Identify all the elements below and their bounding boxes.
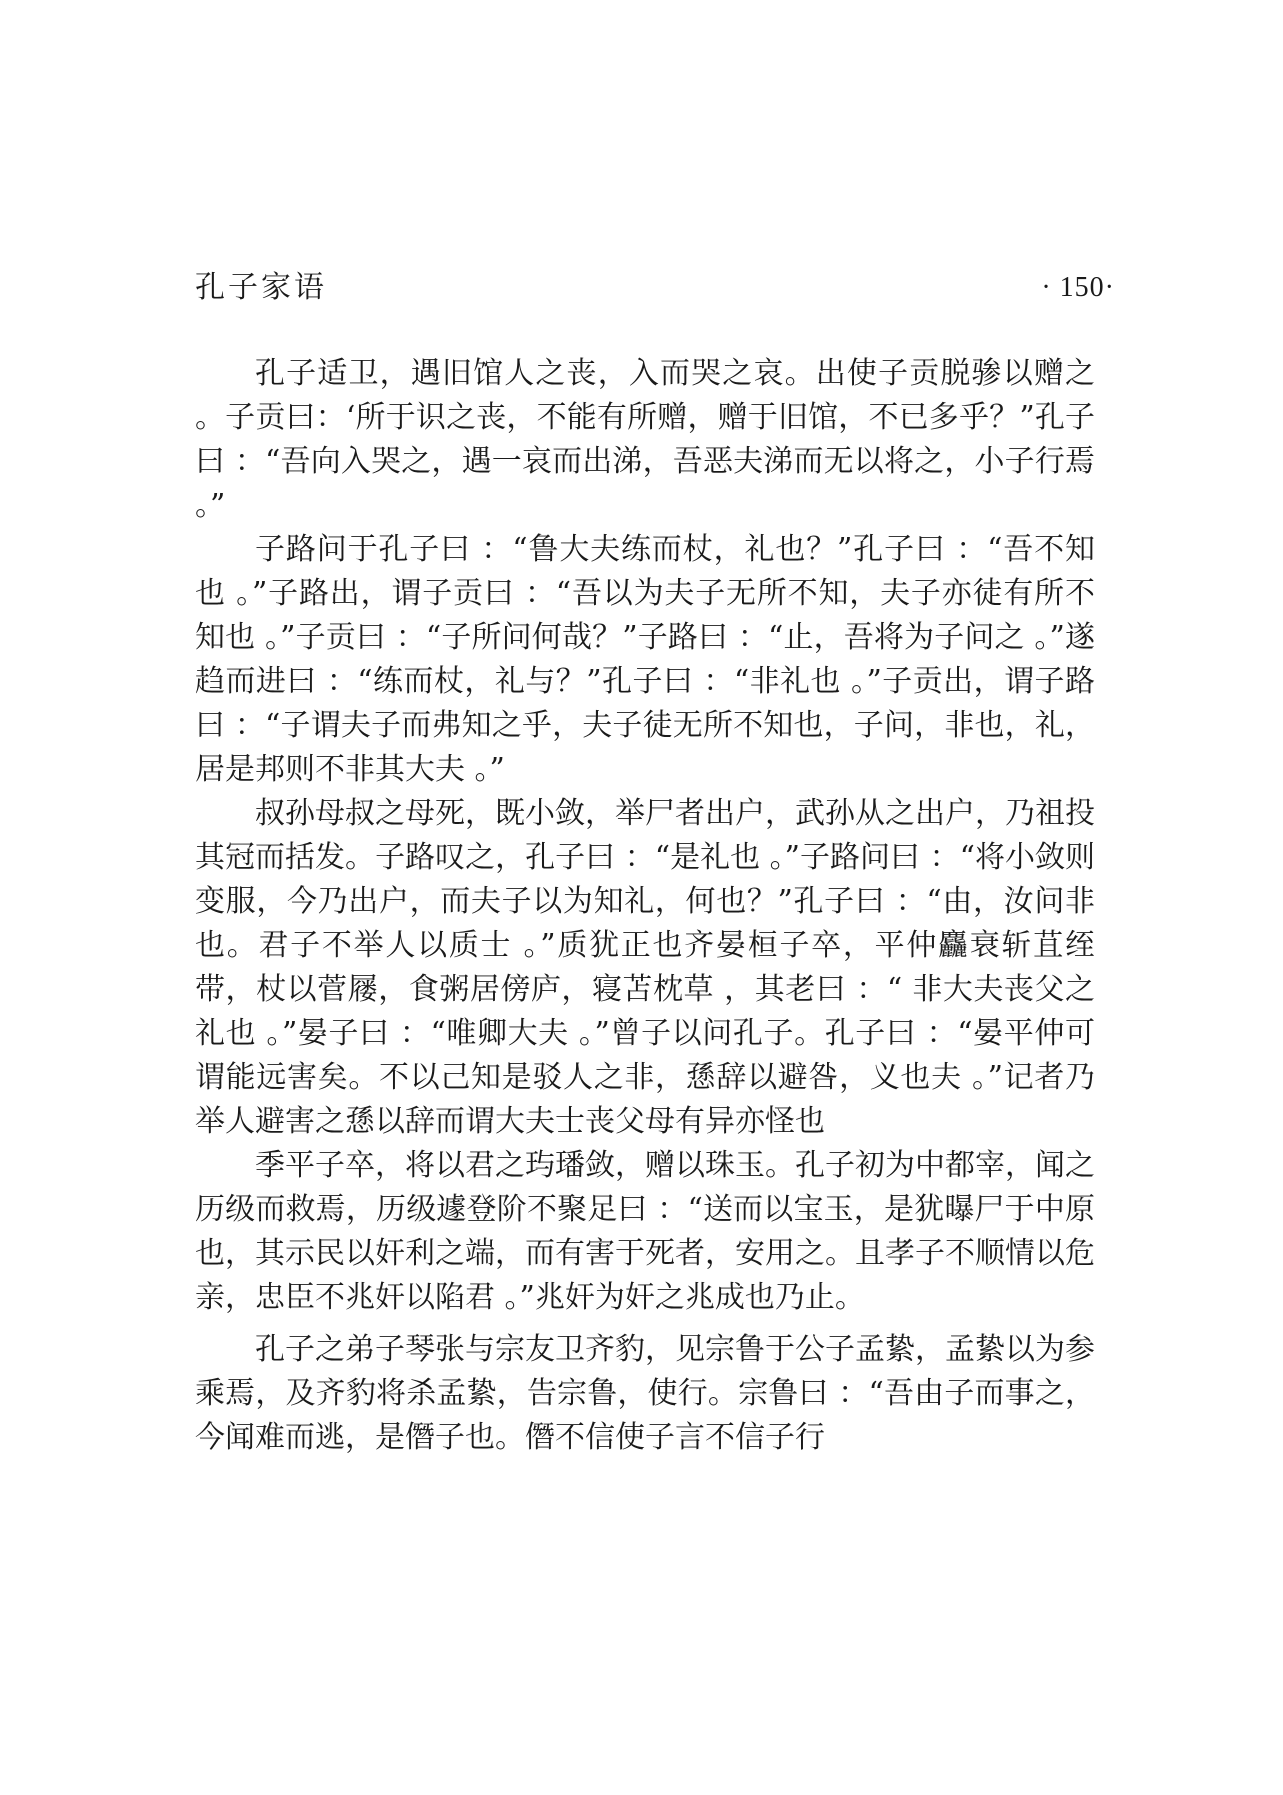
paragraph: 孔子适卫，遇旧馆人之丧，入而哭之哀。出使子贡脱骖以赠之 。子贡曰：‘所于识之丧，不能有所赠，赠于旧馆，不已多乎？”孔子曰 ：“吾向入哭之，遇一哀而出涕，吾恶夫涕而无以将之，小子行焉 。” [195,356,1095,523]
paragraph: 季平子卒，将以君之玙璠敛，赠以珠玉。孔子初为中都宰，闻之历级而救焉，历级遽登阶不聚足曰 ：“送而以宝玉，是犹曝尸于中原也，其示民以奸利之端，而有害于死者，安用之。且孝子不顺情以危亲，忠臣不兆奸以陷君 。”兆奸为奸之兆成也乃止。 [195,1148,1095,1315]
running-header [195,268,1115,308]
paragraph: 孔子之弟子琴张与宗友卫齐豹，见宗鲁于公子孟絷，孟絷以为参乘焉，及齐豹将杀孟絷，告宗鲁，使行。宗鲁曰 ：“吾由子而事之，今闻难而逃，是僭子也。僭不信使子言不信子行 [195,1332,1095,1455]
paragraph: 叔孙母叔之母死，既小敛，举尸者出户，武孙从之出户，乃祖投其冠而括发。子路叹之，孔子曰 ：“是礼也 。”子路问曰 ：“将小敛则变服，今乃出户，而夫子以为知礼，何也？”孔子曰 ：“由，汝问非也。君子不举人以质士 。”质犹正也齐晏桓子卒，平仲麤衰斩苴绖带，杖以菅屦，食粥居傍庐，寝苫枕草 ，其老曰 ：“ 非大夫丧父之礼也 。”晏子曰 ：“唯卿大夫 。”曾子以问孔子。孔子曰 ：“晏平仲可谓能远害矣。不以己知是驳人之非，愻辞以避咎，义也夫 。”记者乃举人避害之愻以辞而谓大夫士丧父母有异亦怪也 [195,796,1095,1139]
paragraph: 子路问于孔子曰 ：“鲁大夫练而杖，礼也？”孔子曰 ：“吾不知也 。”子路出，谓子贡曰 ：“吾以为夫子无所不知，夫子亦徒有所不知也 。”子贡曰 ：“子所问何哉？”子路曰 ：“止，吾将为子问之 。”遂趋而进曰 ：“练而杖，礼与？”孔子曰 ：“非礼也 。”子贡出，谓子路曰 ：“子谓夫子而弗知之乎，夫子徒无所不知也，子问，非也，礼，居是邦则不非其大夫 。” [195,532,1095,787]
body-text [195,352,1095,1460]
page-number: · 150· [1041,272,1115,303]
book-title: 孔子家语 [195,270,327,305]
